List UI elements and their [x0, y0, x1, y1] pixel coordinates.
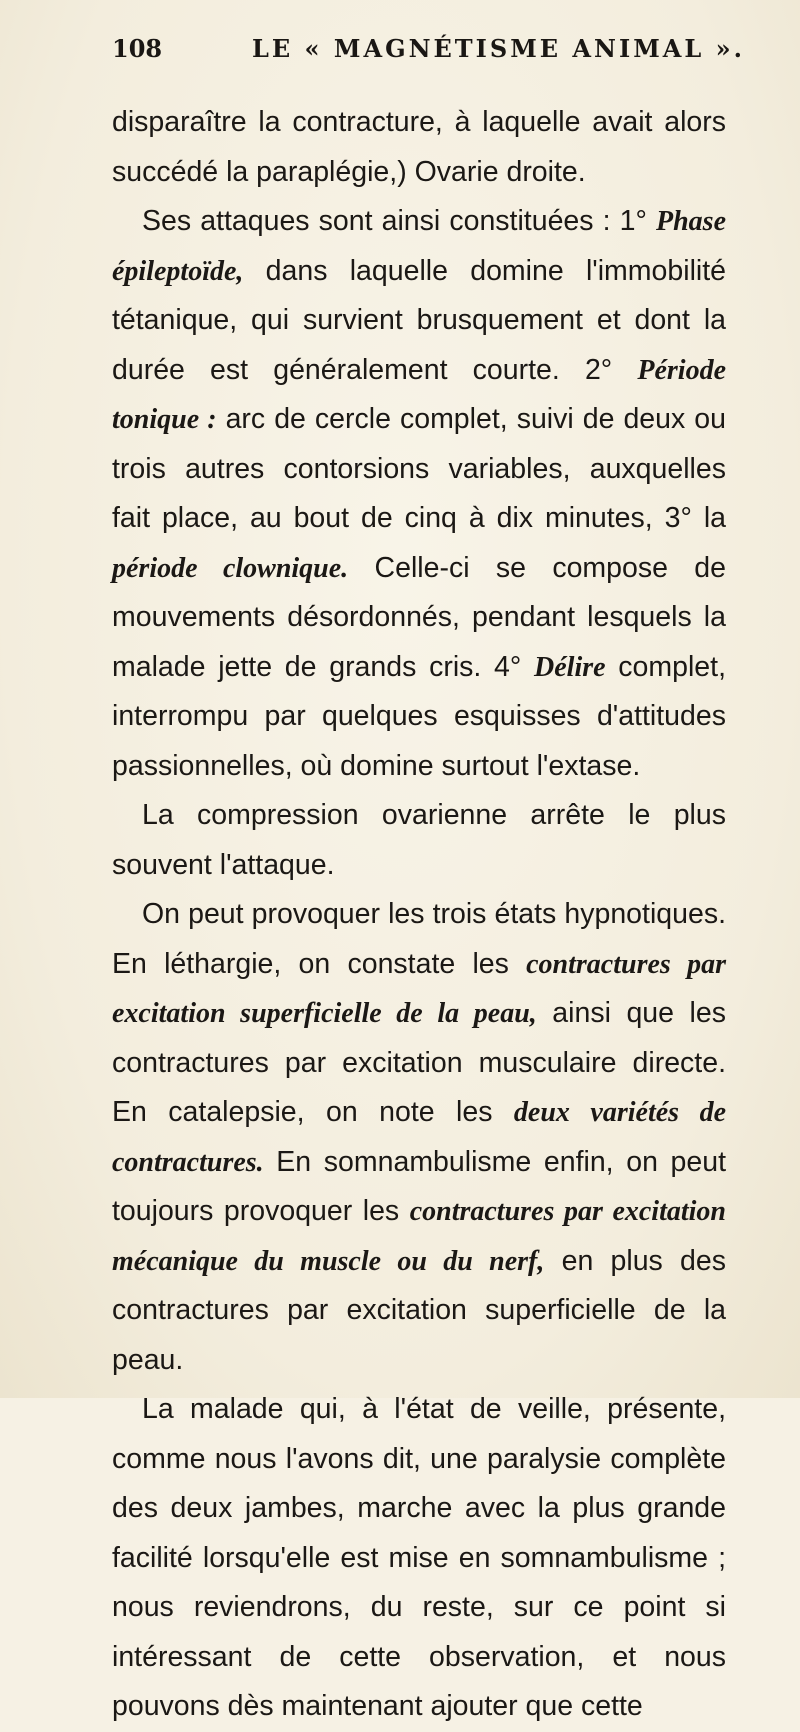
text-run: On peut provoquer les trois états hypnotiques. En léthargie, on constate les: [112, 898, 726, 980]
paragraph: [112, 98, 726, 197]
italic-text: période clownique.: [112, 552, 349, 584]
text-run: Ses attaques sont ainsi constituées : 1°: [142, 205, 656, 237]
text-run: en plus des contractures par excitation superficielle de la peau.: [112, 1244, 726, 1376]
paragraph: [112, 1385, 726, 1732]
italic-text: Période tonique :: [112, 354, 726, 435]
paragraph: [112, 890, 726, 1385]
italic-text: deux variétés de contractures.: [112, 1097, 727, 1178]
text-run: arc de cercle complet, suivi de deux ou trois autres contorsions variables, auxquelles fait place, au bout de cinq à dix minutes, 3° la: [112, 403, 726, 534]
running-title: LE « MAGNÉTISME ANIMAL ».: [252, 34, 745, 63]
italic-text: Phase épileptoïde,: [112, 206, 726, 287]
italic-text: contractures par excitation mécanique du muscle ou du nerf,: [112, 1196, 726, 1277]
page-number: 108: [112, 34, 163, 63]
text-run: ainsi que les contractures par excitation musculaire directe. En catalepsie, on note les: [112, 997, 726, 1128]
italic-text: contractures par excitation superficielle de la peau,: [112, 948, 726, 1029]
body-text: [112, 98, 726, 1732]
text-run: La compression ovarienne arrête le plus souvent l'attaque.: [112, 799, 726, 881]
paragraph: [112, 791, 726, 890]
text-run: complet, interrompu par quelques esquisses d'attitudes passionnelles, où domine surtout l'extase.: [112, 650, 726, 782]
text-run: disparaître la contracture, à laquelle avait alors succédé la paraplégie,) Ovarie droite.: [112, 106, 726, 188]
page-header: [112, 34, 745, 74]
italic-text: Délire: [534, 651, 606, 683]
paragraph: [112, 197, 726, 791]
text-run: La malade qui, à l'état de veille, présente, comme nous l'avons dit, une paralysie complète des deux jambes, marche avec la plus grande facilité lorsqu'elle est mise en somnambulisme ; nous reviendrons, du reste, sur ce point si intéressant de cette observation, et nous pouvons dès maintenant ajouter que cette: [112, 1393, 726, 1722]
text-run: En somnambulisme enfin, on peut toujours provoquer les: [112, 1145, 726, 1227]
text-run: Celle-ci se compose de mouvements désordonnés, pendant lesquels la malade jette de grands cris. 4°: [112, 551, 726, 683]
text-run: dans laquelle domine l'immobilité tétanique, qui survient brusquement et dont la durée est généralement courte. 2°: [112, 254, 726, 386]
